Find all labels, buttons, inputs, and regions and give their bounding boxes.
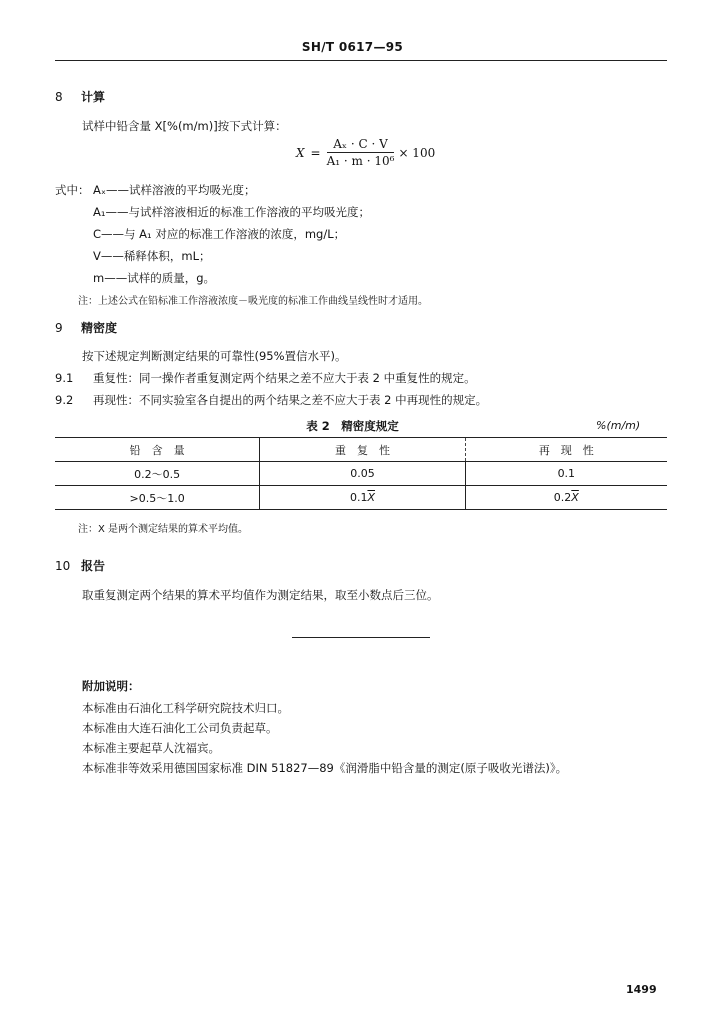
cell-lead-content: >0.5～1.0 xyxy=(55,486,260,510)
definition-item: V——稀释体积，mL； xyxy=(93,249,211,263)
appendix-line: 本标准主要起草人沈福宾。 xyxy=(82,741,220,755)
header-repeatability: 重 复 性 xyxy=(260,438,465,462)
definition-item: A₁——与试样溶液相近的标准工作溶液的平均吸光度； xyxy=(93,205,370,219)
end-divider xyxy=(292,637,430,638)
clause-9-1 xyxy=(55,370,476,386)
clause-text: 再现性：不同实验室各自提出的两个结果之差不应大于表 2 中再现性的规定。 xyxy=(93,393,488,407)
formula-numerator: Aₓ · C · V xyxy=(327,137,395,153)
document-header: SH/T 0617—95 xyxy=(301,40,404,54)
section-9-number: 9 xyxy=(55,321,63,335)
cell-repeatability: $0.1\overline{X}$ xyxy=(260,486,465,510)
header-reproducibility: 再 现 性 xyxy=(538,443,594,457)
table-header-row xyxy=(55,438,667,462)
cell-reproducibility: 0.1 xyxy=(557,467,576,480)
appendix-line: 本标准由大连石油化工公司负责起草。 xyxy=(82,721,278,735)
section-10-title: 报告 xyxy=(81,559,106,573)
appendix-title: 附加说明： xyxy=(82,679,140,693)
header-lead-content: 铅 含 量 xyxy=(55,438,260,462)
header-rule xyxy=(55,60,667,61)
page-number: 1499 xyxy=(626,983,657,996)
section-9-title: 精密度 xyxy=(81,321,118,335)
cell-reproducibility: $0.2\overline{X}$ xyxy=(553,491,579,504)
appendix-line: 本标准由石油化工科学研究院技术归口。 xyxy=(82,701,289,715)
where-lead: 式中： xyxy=(55,183,90,197)
appendix-line: 本标准非等效采用德国国家标准 DIN 51827—89《润滑脂中铅含量的测定(原子吸收光谱法)》。 xyxy=(82,761,568,775)
section-8-title: 计算 xyxy=(81,90,106,104)
section-8-number: 8 xyxy=(55,90,63,104)
section-10-number: 10 xyxy=(55,559,71,573)
definition-item: C——与 A₁ 对应的标准工作溶液的浓度，mg/L； xyxy=(93,227,346,241)
formula-note: 注：上述公式在铅标准工作溶液浓度－吸光度的标准工作曲线呈线性时才适用。 xyxy=(78,296,428,307)
formula-equals: = xyxy=(310,145,321,160)
cell-lead-content: 0.2～0.5 xyxy=(55,462,260,486)
formula-lhs: X xyxy=(296,145,305,160)
table-caption: 表 2 精密度规定 xyxy=(306,419,399,433)
formula-fraction xyxy=(327,137,395,168)
table-note: 注：X 是两个测定结果的算术平均值。 xyxy=(78,524,249,535)
precision-table xyxy=(55,437,667,510)
cell-repeatability: 0.05 xyxy=(260,462,465,486)
clause-number: 9.1 xyxy=(55,371,74,385)
clause-text: 重复性：同一操作者重复测定两个结果之差不应大于表 2 中重复性的规定。 xyxy=(93,371,476,385)
lead-content-formula xyxy=(296,137,435,168)
formula-multiplier: × 100 xyxy=(398,145,436,160)
formula-denominator: A₁ · m · 10⁶ xyxy=(326,154,395,168)
definition-item: Aₓ——试样溶液的平均吸光度； xyxy=(93,183,256,197)
section-9-intro: 按下述规定判断测定结果的可靠性(95%置信水平)。 xyxy=(82,349,347,363)
section-10-text: 取重复测定两个结果的算术平均值作为测定结果，取至小数点后三位。 xyxy=(82,588,439,602)
table-row xyxy=(55,486,667,510)
section-10-heading xyxy=(55,557,105,574)
clause-number: 9.2 xyxy=(55,393,74,407)
table-unit: %(m/m) xyxy=(596,419,641,432)
table-row xyxy=(55,462,667,486)
section-9-heading xyxy=(55,319,117,336)
section-8-intro: 试样中铅含量 X[%(m/m)]按下式计算： xyxy=(82,119,287,133)
clause-9-2 xyxy=(55,392,487,408)
section-8-heading xyxy=(55,88,105,105)
definition-item: m——试样的质量，g。 xyxy=(93,271,216,285)
